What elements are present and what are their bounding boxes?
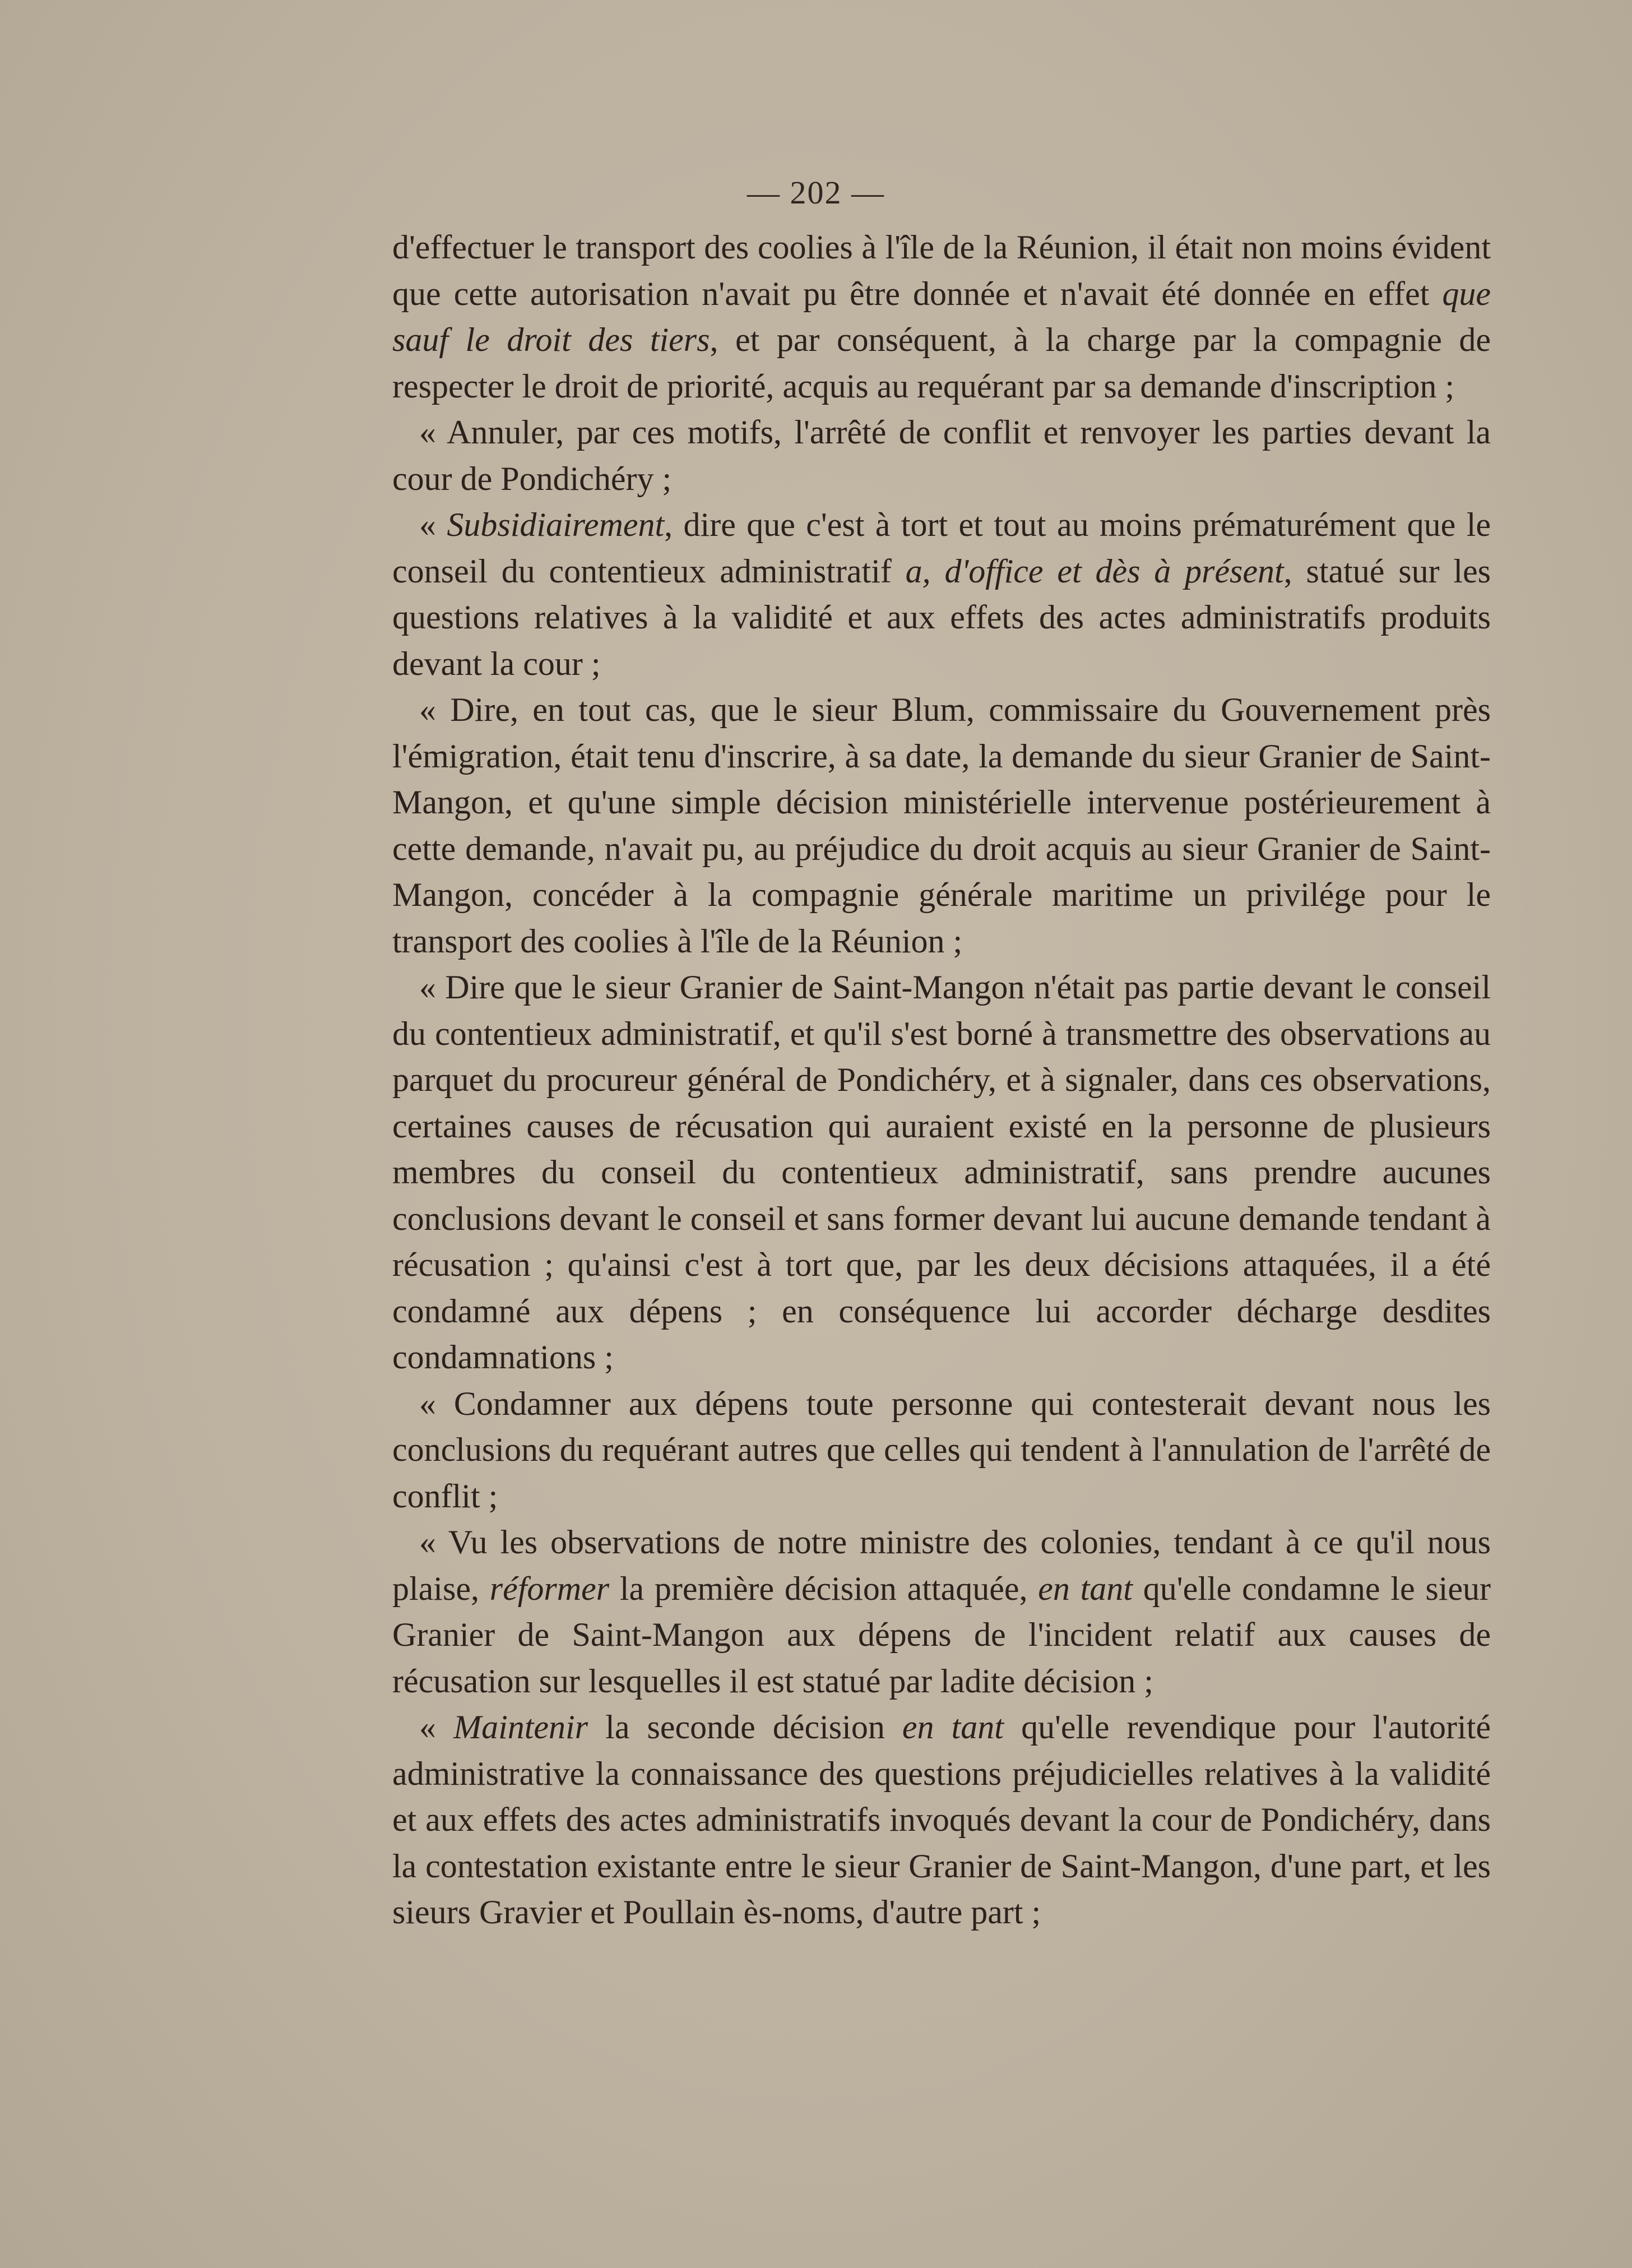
italic-text: en tant bbox=[902, 1709, 1004, 1746]
text-segment: « Dire que le sieur Granier de Saint-Mangon n'était pas partie devant le conseil du contentieux administratif, et qu'il s'est borné à transmettre des observations au parquet du procureur général de Pondichéry, et à signaler, dans ces observations, certaines causes de récusation qui auraient existé en la personne de plusieurs membres du conseil du contentieux administratif, sans prendre aucunes conclusions devant le conseil et sans former devant lui aucune demande tendant à récusation ; qu'ainsi c'est à tort que, par les deux décisions attaquées, il a été condamné aux dépens ; en conséquence lui accorder décharge desdites condamnations ; bbox=[392, 969, 1491, 1376]
italic-text: réformer bbox=[489, 1570, 610, 1607]
paragraph bbox=[392, 1704, 1491, 1936]
paragraph bbox=[392, 224, 1491, 409]
italic-text: Subsidiairement bbox=[447, 506, 665, 543]
italic-text: a, d'office et dès à présent bbox=[905, 552, 1284, 590]
text-segment: « Vu les observations de notre ministre des colonies, tendant à ce qu'il nous plaise, bbox=[392, 1524, 1491, 1607]
text-segment: , et par conséquent, à la charge par la compagnie de respecter le droit de priorité, acquis au requérant par sa demande d'inscription ; bbox=[392, 321, 1491, 405]
text-segment: « Annuler, par ces motifs, l'arrêté de conflit et renvoyer les parties devant la cour de Pondichéry ; bbox=[392, 414, 1491, 497]
italic-text: en tant bbox=[1038, 1570, 1133, 1607]
paragraph bbox=[392, 1381, 1491, 1520]
paragraph bbox=[392, 964, 1491, 1381]
text-segment: « Condamner aux dépens toute personne qui contesterait devant nous les conclusions du requérant autres que celles qui tendent à l'annulation de l'arrêté de conflit ; bbox=[392, 1385, 1491, 1515]
text-segment: qu'elle revendique pour l'autorité administrative la connaissance des questions préjudicielles relatives à la validité et aux effets des actes administratifs invoqués devant la cour de Pondichéry, dans la contestation existante entre le sieur Granier de Saint-Mangon, d'une part, et les sieurs Gravier et Poullain ès-noms, d'autre part ; bbox=[392, 1709, 1491, 1931]
paragraph bbox=[392, 1519, 1491, 1704]
text-segment: d'effectuer le transport des coolies à l'île de la Réunion, il était non moins évident que cette autorisation n'avait pu être donnée et n'avait été donnée en effet bbox=[392, 229, 1491, 312]
text-segment: « bbox=[419, 506, 447, 543]
body-text bbox=[392, 224, 1491, 1936]
text-segment: « Dire, en tout cas, que le sieur Blum, commissaire du Gouvernement près l'émigration, était tenu d'inscrire, à sa date, la demande du sieur Granier de Saint-Mangon, et qu'une simple décision ministérielle intervenue postérieurement à cette demande, n'avait pu, au préjudice du droit acquis au sieur Granier de Saint-Mangon, concéder à la compagnie générale maritime un privilége pour le transport des coolies à l'île de la Réunion ; bbox=[392, 691, 1491, 960]
text-segment: qu'elle condamne le sieur Granier de Saint-Mangon aux dépens de l'incident relatif aux causes de récusation sur lesquelles il est statué par ladite décision ; bbox=[392, 1570, 1491, 1700]
paragraph bbox=[392, 409, 1491, 502]
text-segment: , statué sur les questions relatives à la validité et aux effets des actes administratifs produits devant la cour ; bbox=[392, 552, 1491, 682]
text-segment: la seconde décision bbox=[588, 1709, 902, 1746]
text-segment: la première décision attaquée, bbox=[609, 1570, 1038, 1607]
paragraph bbox=[392, 502, 1491, 687]
italic-text: que sauf le droit des tiers bbox=[392, 275, 1491, 358]
text-segment: « bbox=[419, 1709, 454, 1746]
page-number: — 202 — bbox=[747, 174, 885, 211]
italic-text: Maintenir bbox=[453, 1709, 588, 1746]
text-segment: , dire que c'est à tort et tout au moins prématurément que le conseil du contentieux administratif bbox=[392, 506, 1491, 590]
paragraph bbox=[392, 687, 1491, 964]
